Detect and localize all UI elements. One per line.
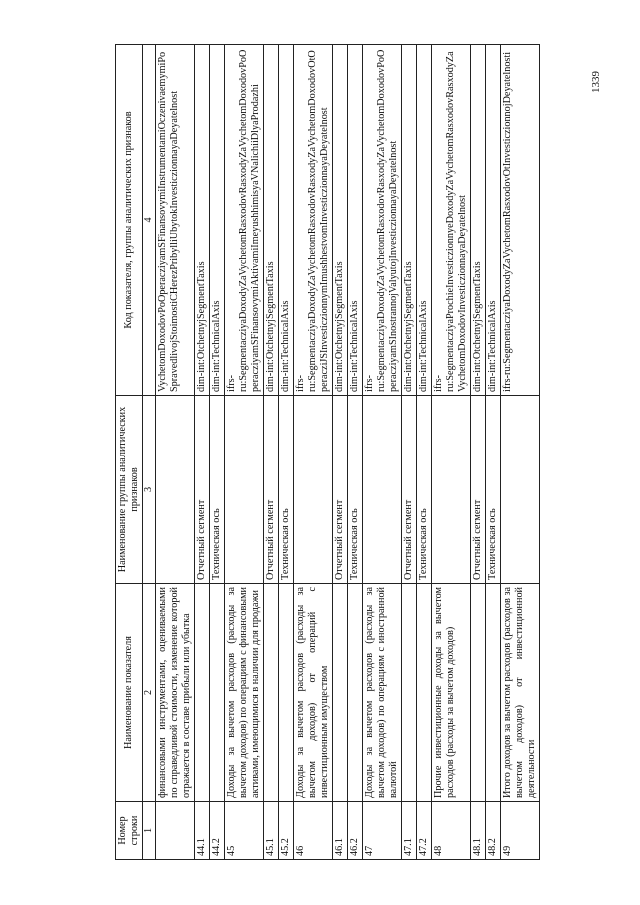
indicator-name-cell <box>348 584 363 802</box>
row-number-cell: 45.2 <box>279 802 294 860</box>
code-cell: dim-int:TechnicalAxis <box>486 45 501 396</box>
code-cell: dim-int:OtchetnyjSegmentTaxis <box>195 45 210 396</box>
column-number-row <box>143 45 156 860</box>
header-group-name: Наименование группы аналитических признаков <box>116 396 143 584</box>
code-cell: ifrs-ru:SegmentacziyaDoxodyZaVychetomRasxodovOtInvesticzionnojDeyatelnosti <box>501 45 540 396</box>
indicator-name-cell: Итого доходов за вычетом расходов (расходов за вычетом доходов) от инвестиционной деятельности <box>501 584 540 802</box>
indicator-name-cell <box>210 584 225 802</box>
table-row <box>501 45 540 860</box>
row-number-cell: 48.2 <box>486 802 501 860</box>
table-row <box>486 45 501 860</box>
table-row <box>279 45 294 860</box>
group-name-cell: Техническая ось <box>279 396 294 584</box>
table-row <box>417 45 432 860</box>
table-row <box>156 45 195 860</box>
row-number-cell <box>156 802 195 860</box>
code-cell: dim-int:OtchetnyjSegmentTaxis <box>333 45 348 396</box>
code-cell: dim-int:TechnicalAxis <box>279 45 294 396</box>
row-number-cell: 46.1 <box>333 802 348 860</box>
indicator-name-cell <box>486 584 501 802</box>
group-name-cell: Техническая ось <box>210 396 225 584</box>
table-row <box>333 45 348 860</box>
code-cell: ifrs-ru:SegmentacziyaProchieInvesticzionnyeDoxodyZaVychetomRasxodovRasxodyZaVychetomDoxodovInvesticzionnayaDeyatelnost <box>432 45 471 396</box>
table-row <box>210 45 225 860</box>
indicator-name-cell: финансовыми инструментами, оцениваемыми по справедливой стоимости, изменение которой отражается в составе прибыли или убытка <box>156 584 195 802</box>
header-indicator-name: Наименование показателя <box>116 584 143 802</box>
indicator-name-cell <box>333 584 348 802</box>
table-row <box>264 45 279 860</box>
table-row <box>195 45 210 860</box>
column-number: 1 <box>143 802 156 860</box>
table-header-row <box>116 45 143 860</box>
table-row <box>402 45 417 860</box>
code-cell: dim-int:TechnicalAxis <box>348 45 363 396</box>
column-number: 4 <box>143 45 156 396</box>
code-cell: ifrs-ru:SegmentacziyaDoxodyZaVychetomRasxodovRasxodyZaVychetomDoxodovPoOperacziyamSInostrannojValyutojInvesticzionnayaDeyatelnost <box>363 45 402 396</box>
group-name-cell: Техническая ось <box>417 396 432 584</box>
row-number-cell: 49 <box>501 802 540 860</box>
row-number-cell: 44.1 <box>195 802 210 860</box>
column-number: 3 <box>143 396 156 584</box>
code-cell: ifrs-ru:SegmentacziyaDoxodyZaVychetomRasxodovRasxodyZaVychetomDoxodovOtOperacziJSInvesticzionnymImushhestvomInvesticzionnayaDeyatelnost <box>294 45 333 396</box>
group-name-cell: Отчетный сегмент <box>471 396 486 584</box>
row-number-cell: 46.2 <box>348 802 363 860</box>
code-cell: dim-int:TechnicalAxis <box>210 45 225 396</box>
row-number-cell: 45.1 <box>264 802 279 860</box>
indicator-table <box>115 44 540 860</box>
indicator-name-cell: Доходы за вычетом расходов (расходы за вычетом доходов) по операциям с финансовыми активами, имеющимися в наличии для продажи <box>225 584 264 802</box>
group-name-cell: Отчетный сегмент <box>264 396 279 584</box>
row-number-cell: 45 <box>225 802 264 860</box>
code-cell: VychetomDoxodovPoOperacziyamSFinansovymiInstrumentamiOczenivaemymiPoSpravedlivojStoimostiCHerezPribylliUbytokInvesticzionnayaDeyatelnost <box>156 45 195 396</box>
row-number-cell: 47.2 <box>417 802 432 860</box>
column-number: 2 <box>143 584 156 802</box>
table-row <box>348 45 363 860</box>
code-cell: dim-int:OtchetnyjSegmentTaxis <box>264 45 279 396</box>
group-name-cell <box>363 396 402 584</box>
group-name-cell <box>225 396 264 584</box>
code-cell: dim-int:OtchetnyjSegmentTaxis <box>402 45 417 396</box>
indicator-name-cell <box>417 584 432 802</box>
indicator-name-cell: Доходы за вычетом расходов (расходы за вычетом доходов) от операций с инвестиционным имуществом <box>294 584 333 802</box>
row-number-cell: 47.1 <box>402 802 417 860</box>
indicator-name-cell <box>279 584 294 802</box>
indicator-name-cell <box>402 584 417 802</box>
table-row <box>363 45 402 860</box>
code-cell: dim-int:OtchetnyjSegmentTaxis <box>471 45 486 396</box>
group-name-cell <box>156 396 195 584</box>
code-cell: dim-int:TechnicalAxis <box>417 45 432 396</box>
table-row <box>294 45 333 860</box>
row-number-cell: 46 <box>294 802 333 860</box>
group-name-cell <box>294 396 333 584</box>
code-cell: ifrs-ru:SegmentacziyaDoxodyZaVychetomRasxodovRasxodyZaVychetomDoxodovPoOperacziyamSFinansovymiAktivamiImeyushhimisyaVNalichiiDlyaProdazhi <box>225 45 264 396</box>
indicator-name-cell <box>195 584 210 802</box>
table-row <box>432 45 471 860</box>
indicator-name-cell <box>264 584 279 802</box>
group-name-cell <box>501 396 540 584</box>
group-name-cell: Отчетный сегмент <box>402 396 417 584</box>
header-code: Код показателя, группы аналитических признаков <box>116 45 143 396</box>
row-number-cell: 48 <box>432 802 471 860</box>
table-row <box>225 45 264 860</box>
row-number-cell: 47 <box>363 802 402 860</box>
page-number: 1339 <box>590 71 602 93</box>
group-name-cell <box>432 396 471 584</box>
table-row <box>471 45 486 860</box>
group-name-cell: Техническая ось <box>486 396 501 584</box>
indicator-name-cell <box>471 584 486 802</box>
header-row-number: Номер строки <box>116 802 143 860</box>
group-name-cell: Техническая ось <box>348 396 363 584</box>
indicator-name-cell: Доходы за вычетом расходов (расходы за вычетом доходов) по операциям с иностранной валютой <box>363 584 402 802</box>
table-body <box>156 45 540 860</box>
row-number-cell: 44.2 <box>210 802 225 860</box>
indicator-name-cell: Прочие инвестиционные доходы за вычетом расходов (расходы за вычетом доходов) <box>432 584 471 802</box>
group-name-cell: Отчетный сегмент <box>333 396 348 584</box>
row-number-cell: 48.1 <box>471 802 486 860</box>
group-name-cell: Отчетный сегмент <box>195 396 210 584</box>
